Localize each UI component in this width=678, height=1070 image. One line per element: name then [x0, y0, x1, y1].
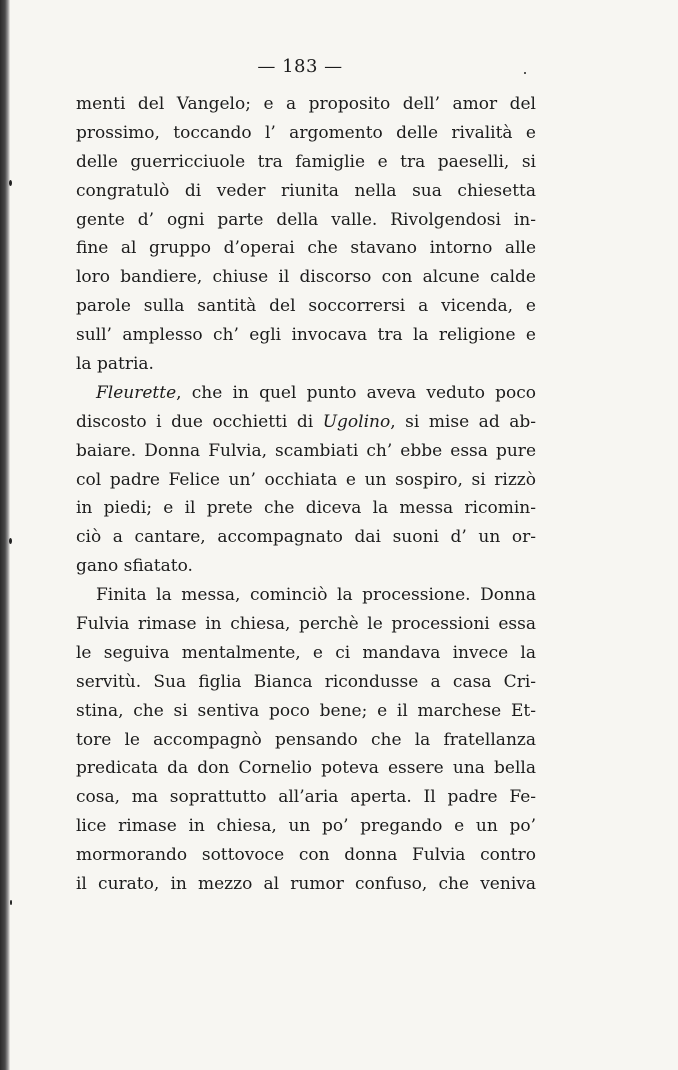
text-line: lice rimase in chiesa, un po’ pregando e un po’	[76, 816, 536, 837]
text-line: la patria.	[76, 354, 154, 375]
dog-name-fleurette: Fleurette	[96, 382, 177, 403]
text-line: loro bandiere, chiuse il discorso con alcune calde	[76, 267, 536, 288]
text-line: menti del Vangelo; e a proposito dell’ amor del	[76, 94, 536, 114]
name-ugolino: Ugolino	[322, 411, 391, 432]
text-line: il curato, in mezzo al rumor confuso, che veniva	[76, 874, 536, 895]
text-segment: , che in quel punto aveva veduto poco	[176, 382, 536, 403]
body-text	[76, 90, 536, 899]
scan-speck	[10, 900, 12, 905]
text-line: cosa, ma soprattutto all’aria aperta. Il padre Fe-	[76, 787, 536, 808]
text-line: stina, che si sentiva poco bene; e il marchese Et-	[76, 700, 536, 721]
text-line: col padre Felice un’ occhiata e un sospiro, si rizzò	[76, 469, 536, 490]
paragraph-2	[76, 379, 536, 581]
text-line: Fulvia rimase in chiesa, perchè le processioni essa	[76, 614, 536, 635]
scan-speck	[524, 72, 526, 74]
paragraph-3	[76, 581, 536, 899]
text-line: Finita la messa, cominciò la processione. Donna	[96, 585, 536, 606]
text-line	[76, 379, 536, 408]
text-line: parole sulla santità del soccorrersi a vicenda, e	[76, 296, 536, 317]
text-line: servitù. Sua figlia Bianca ricondusse a casa Cri-	[76, 671, 536, 692]
text-segment: discosto i due occhietti di	[76, 411, 323, 432]
text-line: mormorando sottovoce con donna Fulvia contro	[76, 845, 536, 866]
text-line: baiare. Donna Fulvia, scambiati ch’ ebbe essa pure	[76, 440, 536, 461]
text-line: in piedi; e il prete che diceva la messa ricomin-	[76, 498, 536, 519]
text-line: sull’ amplesso ch’ egli invocava tra la religione e	[76, 325, 536, 346]
text-line: delle guerricciuole tra famiglie e tra paeselli, si	[76, 151, 536, 172]
scan-speck	[9, 538, 12, 544]
text-line	[76, 408, 536, 437]
text-line: le seguiva mentalmente, e ci mandava invece la	[76, 642, 536, 663]
page-number: — 183 —	[257, 56, 343, 77]
text-line: gente d’ ogni parte della valle. Rivolgendosi in-	[76, 209, 536, 230]
text-line: predicata da don Cornelio poteva essere una bella	[76, 758, 536, 779]
text-segment: , si mise ad ab-	[390, 411, 536, 432]
text-line: gano sfiatato.	[76, 556, 193, 577]
text-line: prossimo, toccando l’ argomento delle rivalità e	[76, 122, 536, 143]
text-line: fine al gruppo d’operai che stavano intorno alle	[76, 238, 536, 259]
text-line: congratulò di veder riunita nella sua chiesetta	[76, 180, 536, 201]
paragraph-1	[76, 90, 536, 379]
text-line: tore le accompagnò pensando che la fratellanza	[76, 729, 536, 750]
text-line: ciò a cantare, accompagnato dai suoni d’ un or-	[76, 527, 536, 548]
scan-speck	[9, 180, 12, 186]
